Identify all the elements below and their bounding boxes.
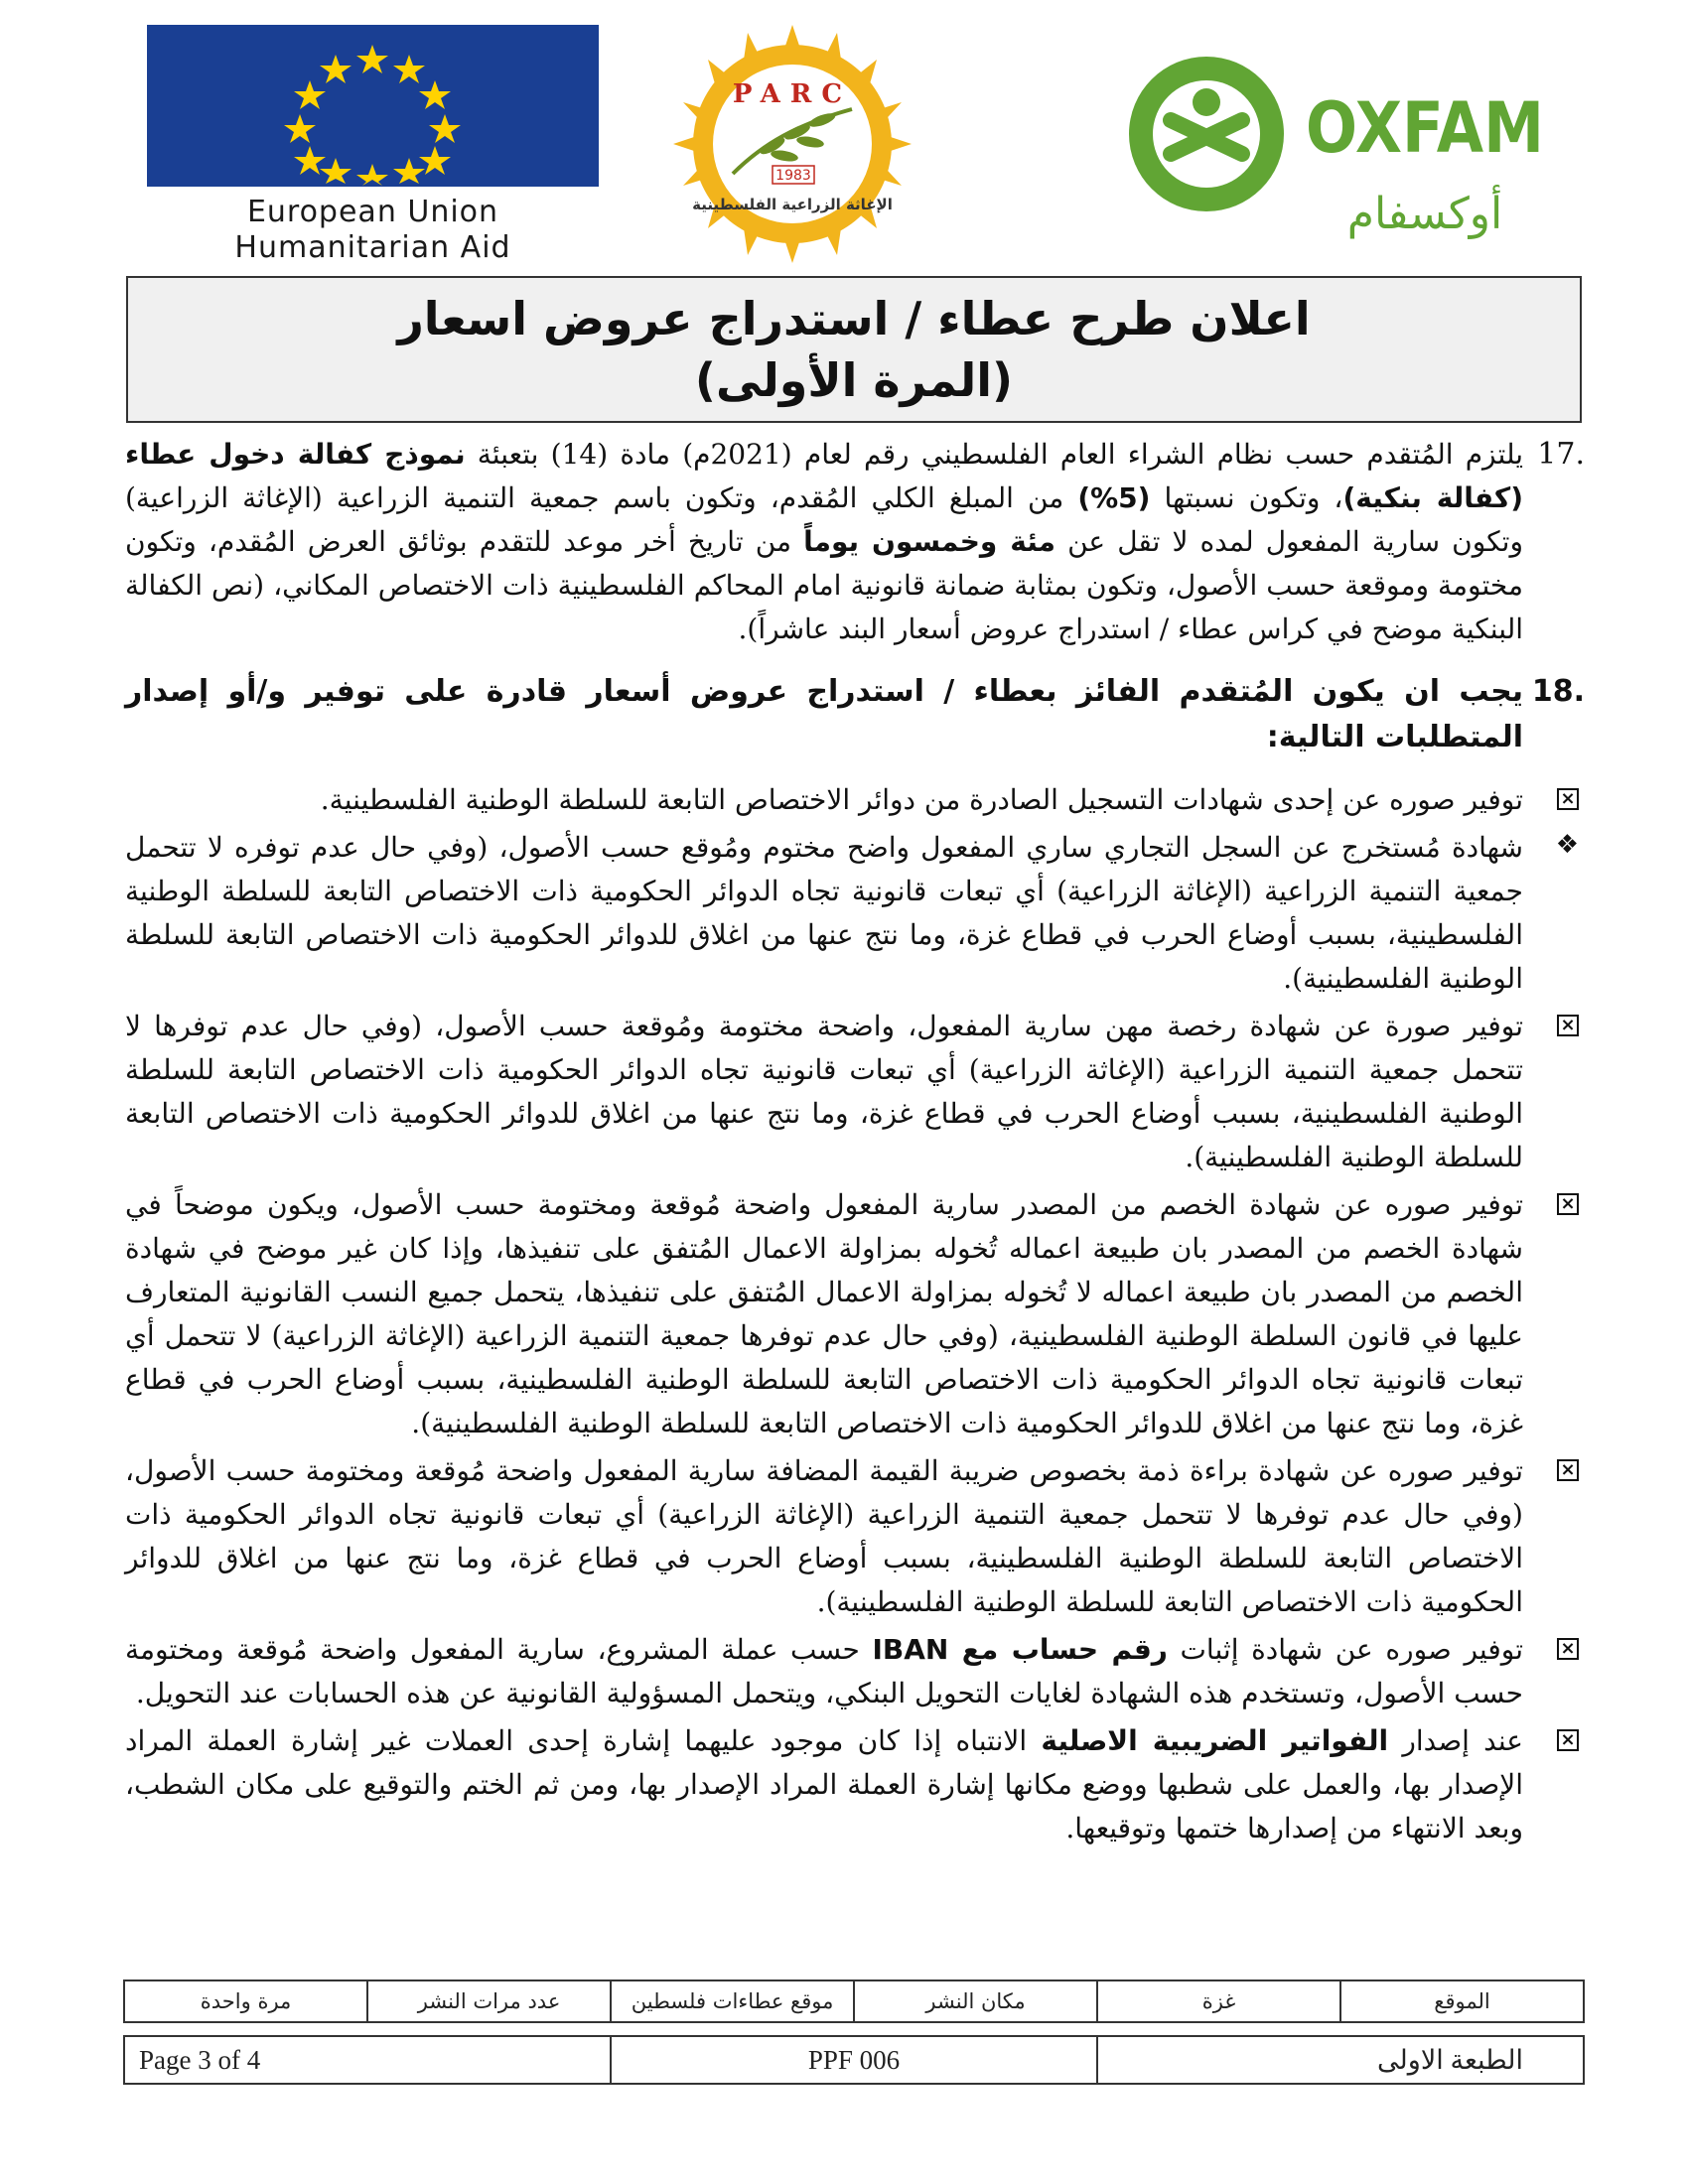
publish-place-label: مكان النشر <box>854 1980 1097 2022</box>
parc-year: 1983 <box>775 168 811 184</box>
eu-caption-line1: European Union <box>246 195 499 229</box>
clause-17-validity-days: مئة وخمسون يوماً <box>803 525 1055 558</box>
requirement-text: شهادة مُستخرج عن السجل التجاري ساري المفعول واضح مختوم ومُوقع حسب الأصول، (وفي حال عدم توفره لا تتحمل جمعية التنمية الزراعية (الإغاثة الزراعية) أي تبعات قانونية تجاه الدوائر الحكومية ذات الاختصاص التابعة للسلطة الوطنية الفلسطينية، بسبب أوضاع الحرب في قطاع غزة، وما نتج عنها من اغلاق للدوائر الحكومية ذات الاختصاص التابعة للسلطة الوطنية الفلسطينية). <box>125 831 1523 995</box>
eu-humanitarian-aid-logo <box>147 25 599 263</box>
clause-17-text-1: يلتزم المُتقدم حسب نظام الشراء العام الفلسطيني رقم لعام (2021م) مادة (14) بتعبئة <box>465 438 1524 471</box>
requirement-item <box>125 778 1585 822</box>
requirement-item <box>125 1183 1585 1445</box>
clause-17 <box>125 433 1585 651</box>
clause-17-text-3: من المبلغ الكلي المُقدم، وتكون باسم جمعية التنمية الزراعية (الإغاثة الزراعية) وتكون سارية المفعول لمده لا تقل عن <box>125 481 1523 558</box>
location-label: الموقع <box>1340 1980 1584 2022</box>
requirement-text: توفير صوره عن إحدى شهادات التسجيل الصادرة من دوائر الاختصاص التابعة للسلطة الوطنية الفلسطينية. <box>320 783 1523 816</box>
requirement-item <box>125 1449 1585 1624</box>
requirement-text: توفير صوره عن شهادة براءة ذمة بخصوص ضريبة القيمة المضافة سارية المفعول واضحة مُوقعة ومختومة حسب الأصول، (وفي حال عدم توفرها لا تتحمل جمعية التنمية الزراعية (الإغاثة الزراعية) أي تبعات قانونية تجاه الدوائر الحكومية ذات الاختصاص التابعة للسلطة الوطنية الفلسطينية، بسبب أوضاع الحرب في قطاع غزة، وما نتج عنها من اغلاق للدوائر الحكومية ذات الاختصاص التابعة للسلطة الوطنية الفلسطينية). <box>125 1454 1523 1618</box>
requirement-iban-text-1: توفير صوره عن شهادة إثبات <box>1167 1633 1523 1666</box>
requirement-iban-term: رقم حساب مع IBAN <box>872 1633 1168 1666</box>
parc-letters: PARC <box>732 79 853 109</box>
clause-18 <box>125 669 1585 760</box>
edition-label: الطبعة الاولى <box>1097 2036 1584 2084</box>
location-value: غزة <box>1097 1980 1340 2022</box>
publish-count-label: عدد مرات النشر <box>367 1980 611 2022</box>
announcement-subtitle: (المرة الأولى) <box>694 353 1014 407</box>
announcement-title: اعلان طرح عطاء / استدراج عروض اسعار <box>397 292 1311 345</box>
clause-18-number: 18. <box>1531 674 1585 709</box>
requirement-invoice-term: الفواتير الضريبية الاصلية <box>1041 1724 1389 1757</box>
requirement-item-iban <box>125 1628 1585 1715</box>
requirement-iban-text-2: حسب عملة المشروع، سارية المفعول واضحة مُوقعة ومختومة حسب الأصول، وتستخدم هذه الشهادة لغايات التحويل البنكي، ويتحمل المسؤولية القانونية عن هذه الحسابات عند التحويل. <box>125 1633 1523 1709</box>
requirement-invoice-text-1: عند إصدار <box>1388 1724 1523 1757</box>
checkbox-x-icon: × <box>1557 788 1579 810</box>
eu-flag-icon <box>147 25 599 187</box>
checkbox-x-icon: × <box>1557 1015 1579 1036</box>
requirement-item-invoices <box>125 1719 1585 1850</box>
page-number: Page 3 of 4 <box>124 2036 611 2084</box>
announcement-title-box <box>126 276 1582 423</box>
parc-arabic-name: الإغاثة الزراعية الفلسطينية <box>692 196 893 213</box>
requirement-item <box>125 1005 1585 1179</box>
eu-caption-line2: Humanitarian Aid <box>234 230 511 265</box>
checkbox-x-icon: × <box>1557 1729 1579 1751</box>
clause-17-text-2: ، وتكون نسبتها <box>1150 481 1343 514</box>
document-body <box>125 433 1585 1854</box>
diamond-bullet-icon: ❖ <box>1555 830 1579 860</box>
clause-17-number: 17. <box>1537 437 1585 472</box>
publication-info-table <box>123 1979 1585 2023</box>
oxfam-logo <box>1127 25 1554 263</box>
oxfam-wordmark: OXFAM <box>1306 87 1544 169</box>
publish-count-value: مرة واحدة <box>124 1980 367 2022</box>
requirement-invoice-text-2: الانتباه إذا كان موجود عليهما إشارة إحدى العملات غير إشارة العملة المراد الإصدار بها، والعمل على شطبها ووضع مكانها إشارة العملة المراد الإصدار بها، ومن ثم الختم والتوقيع على مكان الشطب، وبعد الانتهاء من إصدارها ختمها وتوقيعها. <box>125 1724 1523 1844</box>
requirement-item <box>125 826 1585 1001</box>
clause-17-text-4: من تاريخ أخر موعد للتقدم بوثائق العرض المُقدم، وتكون مختومة وموقعة حسب الأصول، وتكون بمثابة ضمانة قانونية امام المحاكم الفلسطينية ذات الاختصاص المكاني، (نص الكفالة البنكية موضح في كراس عطاء / استدراج عروض أسعار البند عاشراً). <box>125 525 1523 645</box>
clause-18-heading: يجب ان يكون المُتقدم الفائز بعطاء / استدراج عروض أسعار قادرة على توفير و/أو إصدار المتطلبات التالية: <box>125 674 1523 754</box>
eu-logo-caption <box>147 195 599 266</box>
publish-place-value: موقع عطاءات فلسطين <box>611 1980 854 2022</box>
requirement-text: توفير صورة عن شهادة رخصة مهن سارية المفعول، واضحة مختومة ومُوقعة حسب الأصول، (وفي حال عدم توفرها لا تتحمل جمعية التنمية الزراعية (الإغاثة الزراعية) أي تبعات قانونية تجاه الدوائر الحكومية ذات الاختصاص التابعة للسلطة الوطنية الفلسطينية، بسبب أوضاع الحرب في قطاع غزة، وما نتج عنها من اغلاق للدوائر الحكومية ذات الاختصاص التابعة للسلطة الوطنية الفلسطينية). <box>125 1010 1523 1173</box>
oxfam-arabic-wordmark: أوكسفام <box>1346 189 1503 239</box>
checkbox-x-icon: × <box>1557 1638 1579 1660</box>
checkbox-x-icon: × <box>1557 1193 1579 1215</box>
clause-17-percentage: (5%) <box>1077 481 1151 514</box>
clause-17-bid-bond-term: نموذج كفالة دخول عطاء (كفالة بنكية) <box>125 438 1524 514</box>
checkbox-x-icon: × <box>1557 1459 1579 1481</box>
page-info-table <box>123 2035 1585 2085</box>
form-code: PPF 006 <box>611 2036 1097 2084</box>
requirement-text: توفير صوره عن شهادة الخصم من المصدر سارية المفعول واضحة مُوقعة ومختومة حسب الأصول، ويكون موضحاً في شهادة الخصم من المصدر بان طبيعة اعماله تُخوله بمزاولة الاعمال المُتفق على تنفيذها، وإذا كان غير موضح في شهادة الخصم من المصدر بان طبيعة اعماله لا تُخوله بمزاولة الاعمال المُتفق على تنفيذها، يتحمل جميع النسب القانونية المتعارف عليها في قانون السلطة الوطنية الفلسطينية، (وفي حال عدم توفرها جمعية التنمية الزراعية (الإغاثة الزراعية) لا تتحمل أي تبعات قانونية تجاه الدوائر الحكومية ذات الاختصاص التابعة للسلطة الوطنية الفلسطينية، بسبب أوضاع الحرب في قطاع غزة، وما نتج عنها من اغلاق للدوائر الحكومية ذات الاختصاص التابعة للسلطة الوطنية الفلسطينية). <box>125 1188 1524 1439</box>
parc-logo <box>624 25 961 263</box>
